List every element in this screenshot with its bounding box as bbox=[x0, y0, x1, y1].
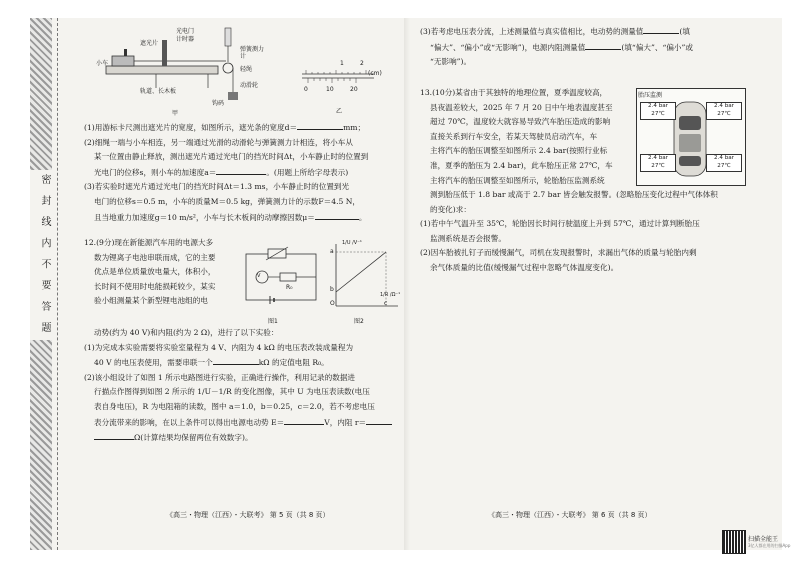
vernier-figure bbox=[298, 62, 378, 96]
qr-code-icon bbox=[722, 530, 746, 554]
q11-part3-line3: 且当地重力加速度g＝10 m/s²，小车与长木板间的动摩擦因数μ＝ 。 bbox=[84, 210, 400, 226]
q11-part3-line1: (3)若实验时遮光片通过光电门的挡光时间Δt＝1.3 ms，小车静止时的位置到光 bbox=[84, 182, 350, 192]
q12-part2-line1: (2)该小组设计了如图 1 所示电路图进行实验，正确进行操作，利用记录的数据进 bbox=[84, 372, 356, 382]
q13-part2-line2: 余气体质量的比值(缓慢漏气过程中忽略气体温度变化)。 bbox=[430, 262, 619, 272]
label-pulley: 动滑轮 bbox=[240, 82, 259, 89]
q13-line9: 的变化)求： bbox=[430, 204, 471, 214]
q11-part2-line1: (2)细绳一端与小车相连，另一端通过光滑的动滑轮与弹簧测力计相连，将小车从 bbox=[84, 137, 353, 147]
q12-part2-line2: 行描点作图得到如图 2 所示的 1/U－1/R 的变化图像，其中 U 为电压表读数(电压 bbox=[94, 387, 370, 397]
q13-line3: 超过 70℃，温度较大就容易导致汽车胎压造成的影响 bbox=[430, 117, 611, 127]
scanner-watermark: 扫描全能王 bbox=[748, 536, 779, 543]
fig-caption-jia: 甲 bbox=[172, 110, 179, 117]
q12-part2-line5: Ω(计算结果均保留两位有效数字)。 bbox=[84, 430, 404, 446]
label-rope: 轻绳 bbox=[240, 66, 253, 73]
q12-intro-line6: 动势(约为 40 V)和内阻(约为 2 Ω)，进行了以下实验： bbox=[94, 328, 279, 337]
vernier-tick-2: 2 bbox=[360, 60, 364, 67]
graph-origin: O bbox=[330, 300, 335, 307]
voltmeter-label: V bbox=[257, 273, 261, 279]
graph-ylabel: 1/U /V⁻¹ bbox=[342, 240, 362, 246]
q12-part3-line2: “偏大”、“偏小”或“无影响”)，电源内阻测量值 (填“偏大”、“偏小”或 bbox=[420, 40, 770, 56]
q11-part3-line2: 电门的位移s＝0.5 m，小车的质量M＝0.5 kg，弹簧测力计的示数F＝4.5 N， bbox=[94, 196, 360, 206]
q12-part3-line3: “无影响”)。 bbox=[430, 57, 472, 67]
car-icon bbox=[670, 98, 710, 180]
graph-label-a: a bbox=[330, 248, 334, 255]
label-timer: 计时器 bbox=[176, 36, 195, 43]
label-spring-scale: 弹簧测力计 bbox=[240, 46, 265, 60]
q13-line2: 县夜温差较大，2025 年 7 月 20 日中午地表温度甚至 bbox=[430, 102, 613, 112]
q13-line1: 13.(10分)某省由于其独特的地理位置，夏季温度较高， bbox=[420, 88, 608, 97]
fig-caption-yi: 乙 bbox=[336, 108, 343, 115]
left-footer: 《高三・物理（江西）・大联考》 第 5 页（共 8 页） bbox=[166, 511, 330, 519]
page-fold bbox=[404, 18, 410, 550]
vernier-tick-1: 1 bbox=[340, 60, 344, 67]
vernier-unit: (cm) bbox=[368, 70, 382, 77]
vernier-tick-0: 0 bbox=[304, 86, 308, 93]
scanner-watermark-sub: 3亿人都在用的扫描App bbox=[748, 543, 791, 548]
graph-label-b: b bbox=[330, 286, 334, 293]
q12-part3-line1: (3)若考虑电压表分流，上述测量值与真实值相比，电动势的测量值 (填 bbox=[420, 24, 770, 40]
fig2-caption: 图2 bbox=[354, 318, 364, 325]
q13-part1-line1: (1)若中午气温升至 35℃，轮胎因长时间行驶温度上升到 57℃，通过计算判断胎压 bbox=[420, 219, 700, 229]
q13-part2-line1: (2)因车胎被扎钉子而缓慢漏气，司机在发现报警时，求漏出气体的质量与轮胎内剩 bbox=[420, 248, 697, 258]
r0-resistor bbox=[280, 273, 296, 281]
q12-intro-line1: 12.(9分)现在新能源汽车用的电源大多 bbox=[84, 238, 214, 247]
hook-weight bbox=[228, 92, 238, 100]
graph-label-c: c bbox=[384, 300, 388, 307]
circuit-figure bbox=[240, 244, 326, 310]
label-shade: 遮光片 bbox=[140, 40, 159, 47]
vernier-tick-10: 10 bbox=[326, 86, 334, 93]
label-cart: 小车 bbox=[96, 60, 109, 67]
q12-intro-line5: 验小组测量某个新型锂电池组的电 bbox=[94, 296, 208, 306]
left-column-q12 bbox=[84, 326, 404, 446]
right-column-q13-text bbox=[420, 86, 634, 188]
q12-part2-line3: 表自身电压)，R 为电阻箱的读数，图中 a＝1.0，b＝0.25，c＝2.0，若不考虑电压 bbox=[94, 401, 375, 411]
q12-intro-line3: 优点是单位质量放电量大，体积小， bbox=[94, 267, 216, 277]
right-column-q12-3 bbox=[420, 24, 770, 70]
pulley bbox=[223, 63, 233, 73]
q11-part1: (1)用游标卡尺测出遮光片的宽度，如图所示，遮光条的宽度d＝ mm； bbox=[84, 120, 400, 136]
graph-figure bbox=[326, 242, 402, 314]
monitor-title: 胎压监测 bbox=[638, 92, 663, 99]
q13-line7: 主将汽车的胎压调整至如图所示，轮胎胎压监测系统 bbox=[430, 175, 605, 185]
right-column-q13-rest bbox=[420, 188, 772, 276]
tire-front-right: 2.4 bar 27℃ bbox=[706, 102, 742, 120]
binding-label: 密 封 线 内 不 要 答 题 bbox=[30, 170, 52, 340]
right-footer: 《高三・物理（江西）・大联考》 第 6 页（共 8 页） bbox=[488, 511, 652, 519]
tire-rear-right: 2.4 bar 27℃ bbox=[706, 154, 742, 172]
binding-dash-line bbox=[57, 18, 58, 550]
spring-scale bbox=[225, 28, 231, 46]
shade-strip bbox=[124, 49, 127, 56]
graph-xlabel: 1/R /Ω⁻¹ bbox=[380, 292, 401, 298]
photogate bbox=[162, 40, 167, 66]
tire-rear-left: 2.4 bar 27℃ bbox=[640, 154, 676, 172]
fig1-caption: 图1 bbox=[268, 318, 278, 325]
q12-intro-line4: 长时间不使用时电能损耗较少，某实 bbox=[94, 281, 216, 291]
q12-part1-line2: 40 V 的电压表使用，需要串联一个 kΩ 的定值电阻 R₀。 bbox=[84, 355, 404, 371]
r0-label: R₀ bbox=[286, 284, 293, 291]
q13-line6: 准，夏季的胎压为 2.4 bar)，此车胎压正常 27℃，车 bbox=[430, 160, 613, 170]
vernier-tick-20: 20 bbox=[350, 86, 358, 93]
q12-part2-line4: 表分流带来的影响，在以上条件可以得出电源电动势 E＝ V，内阻 r＝ bbox=[84, 415, 404, 431]
cart-body bbox=[112, 56, 134, 66]
label-track: 轨道、长木板 bbox=[140, 88, 177, 95]
left-column-q11 bbox=[84, 120, 400, 225]
tire-front-left: 2.4 bar 27℃ bbox=[640, 102, 676, 120]
graph-line bbox=[336, 252, 386, 292]
label-hook: 钩码 bbox=[212, 100, 225, 107]
label-gate: 光电门 bbox=[176, 28, 195, 35]
q13-part1-line2: 监测系统是否会报警。 bbox=[430, 233, 506, 243]
q11-part2-line2: 某一位置由静止释放，测出遮光片通过光电门的挡光时间Δt，小车静止时的位置到 bbox=[94, 152, 369, 162]
left-column-q12-intro bbox=[84, 236, 264, 309]
q13-line4: 直接关系到行车安全，若某天驾驶员启动汽车，车 bbox=[430, 131, 598, 141]
q13-line8: 测到胎压低于 1.8 bar 或高于 2.7 bar 皆会触发报警。(忽略胎压变化过程中气体体积 bbox=[430, 190, 718, 199]
q11-part2-line3: 光电门的位移s，则小车的加速度a＝ 。(用题上所给字母表示) bbox=[84, 165, 400, 181]
track-board bbox=[106, 66, 218, 74]
q12-part1-line1: (1)为完成本实验需要将实验室量程为 4 V、内阻为 4 kΩ 的电压表改装成量程为 bbox=[84, 342, 354, 352]
q13-line5: 主将汽车的胎压调整至如图所示 2.4 bar(按照行业标 bbox=[430, 146, 608, 156]
q12-intro-line2: 数为锂离子电池串联而成，它的主要 bbox=[94, 252, 216, 262]
